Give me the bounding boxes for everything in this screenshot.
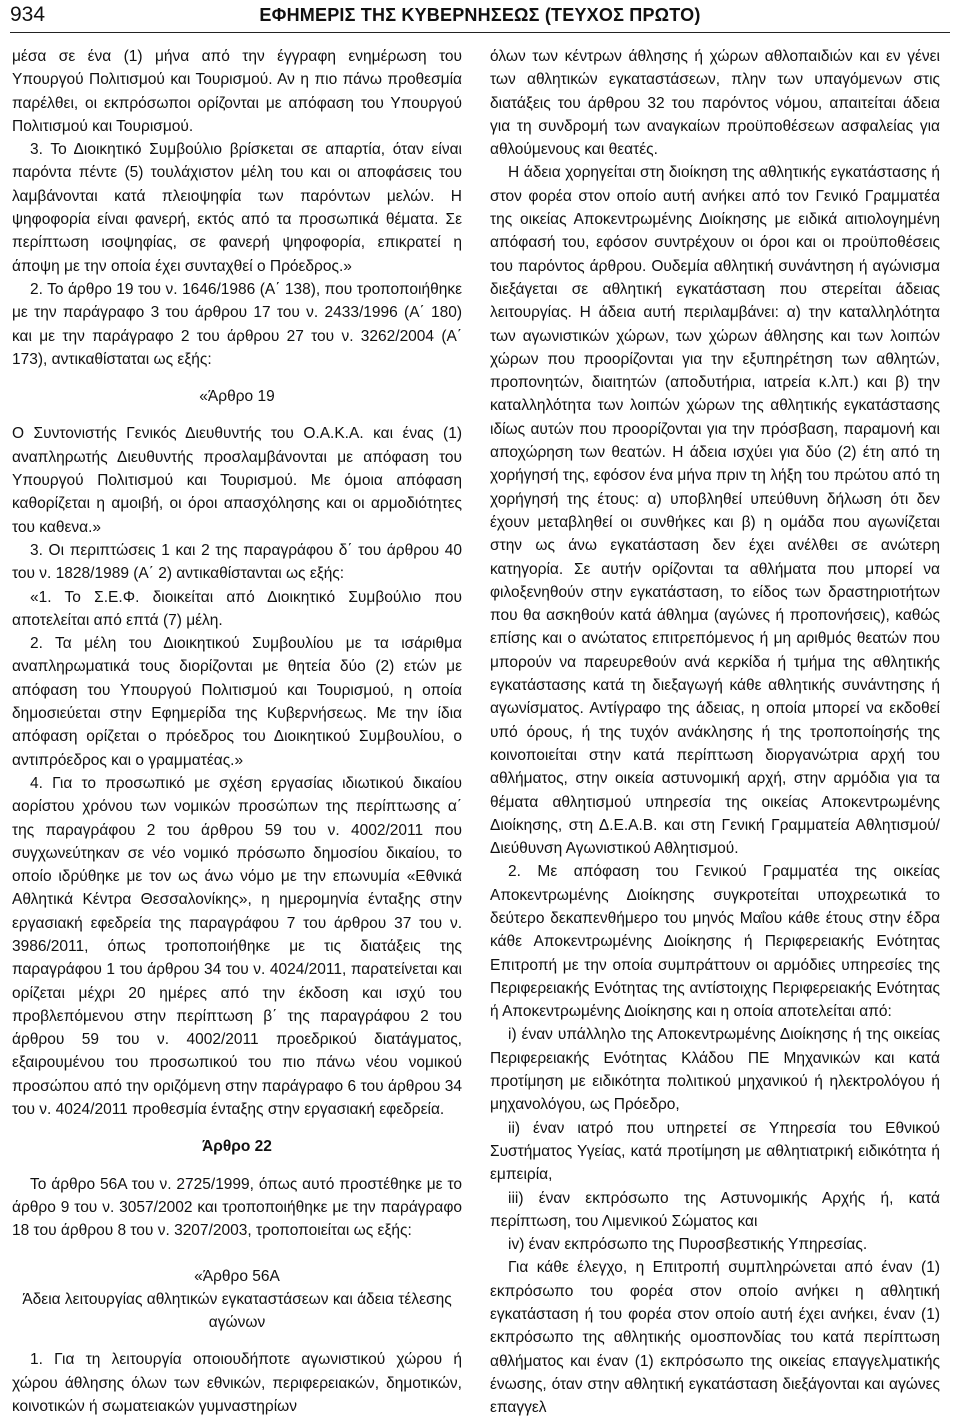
left-column <box>12 45 462 1418</box>
paragraph: 3. Το Διοικητικό Συμβούλιο βρίσκεται σε απαρτία, όταν είναι παρόντα πέντε (5) τουλάχιστον μέλη του και οι αποφάσεις του λαμβάνονται κατά πλειοψηφία των παρόντων μελών. Η ψηφοφορία είναι φανερή, εκτός από τα προσωπικά θέματα. Σε περίπτωση ισοψηφίας, σε φανερή ψηφοφορία, επικρατεί η άποψη με την οποία έχει συνταχθεί ο Πρόεδρος.» <box>12 141 462 275</box>
paragraph: 3. Οι περιπτώσεις 1 και 2 της παραγράφου δ΄ του άρθρου 40 του ν. 1828/1989 (Α΄ 2) αντικαθίστανται ως εξής: <box>12 541 462 583</box>
list-item: i) έναν υπάλληλο της Αποκεντρωμένης Διοίκησης ή της οικείας Περιφερειακής Ενότητας Κλάδου ΠΕ Μηχανικών και κατά προτίμηση με ειδικότητα πολιτικού μηχανικού ή ηλεκτρολόγου ή μηχανολόγου, ως Πρόεδρο, <box>490 1026 940 1114</box>
list-item: iii) έναν εκπρόσωπο της Αστυνομικής Αρχής ή, κατά περίπτωση, του Λιμενικού Σώματος και <box>490 1189 940 1230</box>
article-22-heading: Άρθρο 22 <box>202 1138 272 1156</box>
right-column <box>490 45 940 1420</box>
gazette-title: ΕΦΗΜΕΡΙΣ ΤΗΣ ΚΥΒΕΡΝΗΣΕΩΣ (ΤΕΥΧΟΣ ΠΡΩΤΟ) <box>259 5 701 25</box>
paragraph: Η άδεια χορηγείται στη διοίκηση της αθλητικής εγκατάστασης ή στον φορέα στον οποίο αυτή ανήκει από τον Γενικό Γραμματέα της οικείας Αποκεντρωμένης Διοίκησης με ειδικά αιτιολογημένη απόφασή του, εφόσον συντρέχουν οι όροι και οι προϋποθέσεις του παρόντος άρθρου. Ουδεμία αθλητική συνάντηση ή αγώνισμα διεξάγεται σε αθλητική εγκατάσταση που στερείται άδειας λειτουργίας. Η άδεια αυτή περιλαμβάνει: α) την καταλληλότητα των αγωνιστικών χώρων, των χώρων άθλησης και των λοιπών χώρων που προορίζονται για την εξυπηρέτηση των αθλητών, προπονητών, διαιτητών (αποδυτήρια, ιατρεία κ.λπ.) και β) την καταλληλότητα των λοιπών χώρων της αθλητικής εγκατάστασης ιδίως αυτών που προορίζονται για την πρόσβαση, παραμονή και αποχώρηση των θεατών. Η άδεια ισχύει για δύο (2) έτη από τη χορήγησή της, εφόσον ένα μήνα πριν τη λήξη του πρώτου από τη χορήγησή της έτους: α) υποβληθεί υπεύθυνη δήλωση ότι δεν έχουν μεταβληθεί οι συνθήκες και β) η ομάδα που αγωνίζεται στην ως άνω εγκατάσταση δεν έχει ανέλθει σε ανώτερη κατηγορία. Σε αυτήν ορίζονται τα αθλήματα που μπορεί να φιλοξενηθούν στην εγκατάσταση, το είδος των δραστηριοτήτων που θα ασκηθούν κατά άθλημα (αγώνες ή προπονήσεις), καθώς επίσης και ο ανώτατος επιτρεπόμενος ή μη αριθμός θεατών που μπορούν να παρευρεθούν ανά κερκίδα ή τμήμα της αθλητικής εγκατάστασης κατά τη διεξαγωγή κάθε αθλητικής συνάντησης ή αγωνίσματος. Αντίγραφο της άδειας, η οποία μπορεί να εκδοθεί υπό όρους, ή της τυχόν ανάκλησης ή της τροποποίησής της κοινοποιείται στην κατά περίπτωση διοργανώτρια αρχή του αθλήματος, στην οικεία αστυνομική αρχή, στην αρμόδια για τα θέματα αθλητισμού υπηρεσία της οικείας Αποκεντρωμένης Διοίκησης, στη Δ.Ε.Α.Β. και στη Γενική Γραμματεία Αθλητισμού/Διεύθυνση Αγωνιστικού Αθλητισμού. <box>490 164 940 858</box>
paragraph: 2. Τα μέλη του Διοικητικού Συμβουλίου με τα ισάριθμα αναπληρωματικά τους διορίζονται με θητεία δύο (2) ετών με απόφαση του Υπουργού Πολιτισμού και Τουρισμού, η οποία δημοσιεύεται στην Εφημερίδα της Κυβερνήσεως. Με την ίδια απόφαση ορίζεται ο πρόεδρος του Διοικητικού Συμβουλίου, ο αντιπρόεδρος και ο γραμματέας.» <box>12 635 462 769</box>
paragraph: Για κάθε έλεγχο, η Επιτροπή συμπληρώνεται από έναν (1) εκπρόσωπο του φορέα στον οποίο ανήκει η αθλητική εγκατάσταση ή του φορέα στον οποίο αυτή έχει ανήκει, έναν (1) εκπρόσωπο της αθλητικής ομοσπονδίας του κατά περίπτωση αθλήματος και έναν (1) εκπρόσωπο της οικείας επαγγελματικής ένωσης, όταν στην αθλητική εγκατάσταση διεξάγονται και αγώνες επαγγελ <box>490 1259 940 1417</box>
article-subtitle: Άδεια λειτουργίας αθλητικών εγκαταστάσεων και άδεια τέλεσης αγώνων <box>22 1290 452 1332</box>
paragraph: όλων των κέντρων άθλησης ή χώρων αθλοπαιδιών και εν γένει των αθλητικών εγκαταστάσεων, πλην των υπαγόμενων στις διατάξεις του άρθρου 32 του παρόντος νόμου, απαιτείται άδεια για τη συνδρομή των αναγκαίων προϋποθέσεων ασφαλείας για αθλούμενους και θεατές. <box>490 48 940 159</box>
list-item: iv) έναν εκπρόσωπο της Πυροσβεστικής Υπηρεσίας. <box>508 1236 868 1254</box>
paragraph: Ο Συντονιστής Γενικός Διευθυντής του Ο.Α.Κ.Α. και ένας (1) αναπληρωτής Διευθυντής προσλαμβάνονται με απόφαση του Υπουργού Πολιτισμού και Τουρισμού. Με όμοια απόφαση καθορίζεται η αμοιβή, οι όροι απασχόλησης και οι αρμοδιότητες του καθενα.» <box>12 425 462 536</box>
paragraph: Το άρθρο 56Α του ν. 2725/1999, όπως αυτό προστέθηκε με το άρθρο 9 του ν. 3057/2002 και τροποποιήθηκε με την παράγραφο 18 του άρθρου 8 του ν. 3207/2003, τροποποιείται ως εξής: <box>12 1175 462 1240</box>
article-heading: «Άρθρο 56Α <box>194 1267 280 1285</box>
paragraph: μέσα σε ένα (1) μήνα από την έγγραφη ενημέρωση του Υπουργού Πολιτισμού και Τουρισμού. Αν η πιο πάνω προθεσμία παρέλθει, οι εκπρόσωποι ορίζονται με απόφαση του Υπουργού Πολιτισμού και Τουρισμού. <box>12 48 462 135</box>
paragraph: «1. Το Σ.Ε.Φ. διοικείται από Διοικητικό Συμβούλιο που αποτελείται από επτά (7) μέλη. <box>12 588 462 629</box>
paragraph: 4. Για το προσωπικό με σχέση εργασίας ιδιωτικού δικαίου αορίστου χρόνου των νομικών προσώπων της περίπτωσης α΄ της παραγράφου 2 του άρθρου 59 του ν. 4002/2011 που συγχωνεύτηκαν σε νέο νομικό πρόσωπο δημοσίου δικαίου, το οποίο ιδρύθηκε με τον ως άνω νόμο με την επωνυμία «Εθνικά Αθλητικά Κέντρα Θεσσαλονίκης», η ημερομηνία ένταξης στην εργασιακή εφεδρεία της παραγράφου 7 του άρθρου 37 του ν. 3986/2011, όπως τροποποιήθηκε με τις διατάξεις της παραγράφου 1 του άρθρου 34 του ν. 4024/2011, παρατείνεται και ορίζεται μέχρι 20 ημέρες από την έκδοση και ισχύ του προβλεπόμενου στην περίπτωση β΄ της παραγράφου 2 του άρθρου 59 του ν. 4002/2011 προεδρικού διατάγματος, εξαιρουμένου του προσωπικού του πιο πάνω νέου νομικού προσώπου από την οριζόμενη στην παράγραφο 6 του άρθρου 34 του ν. 4024/2011 προθεσμία ένταξης στην εργασιακή εφεδρεία. <box>12 774 462 1119</box>
paragraph: 1. Για τη λειτουργία οποιουδήποτε αγωνιστικού χώρου ή χώρου άθλησης όλων των εθνικών, περιφερειακών, δημοτικών, κοινοτικών ή σωματειακών γυμναστηρίων <box>12 1351 462 1416</box>
paragraph: 2. Το άρθρο 19 του ν. 1646/1986 (Α΄ 138), που τροποποιήθηκε με την παράγραφο 3 του άρθρου 17 του ν. 2433/1996 (Α΄ 180) και με την παράγραφο 2 του άρθρου 27 του ν. 3262/2004 (Α΄ 173), αντικαθίσταται ως εξής: <box>12 280 462 368</box>
paragraph: 2. Με απόφαση του Γενικού Γραμματέα της οικείας Αποκεντρωμένης Διοίκησης συγκροτείται υποχρεωτικά το δεύτερο δεκαπενθήμερο του μηνός Μαΐου κάθε έτους στην έδρα κάθε Αποκεντρωμένης Διοίκησης ή Περιφερειακής Ενότητας Επιτροπή με την οποία συμπράττουν οι αρμόδιες υπηρεσίες της Περιφερειακής Ενότητας της αντίστοιχης Περιφερειακής Ενότητας ή Αποκεντρωμένης Διοίκησης και η οποία αποτελείται από: <box>490 863 940 1021</box>
article-heading: «Άρθρο 19 <box>199 388 275 406</box>
list-item: ii) έναν ιατρό που υπηρετεί σε Υπηρεσία του Εθνικού Συστήματος Υγείας, κατά προτίμηση με αθλητιατρική ειδικότητα ή εμπειρία, <box>490 1119 940 1184</box>
page-number: 934 <box>10 3 46 26</box>
page-header <box>10 2 950 33</box>
